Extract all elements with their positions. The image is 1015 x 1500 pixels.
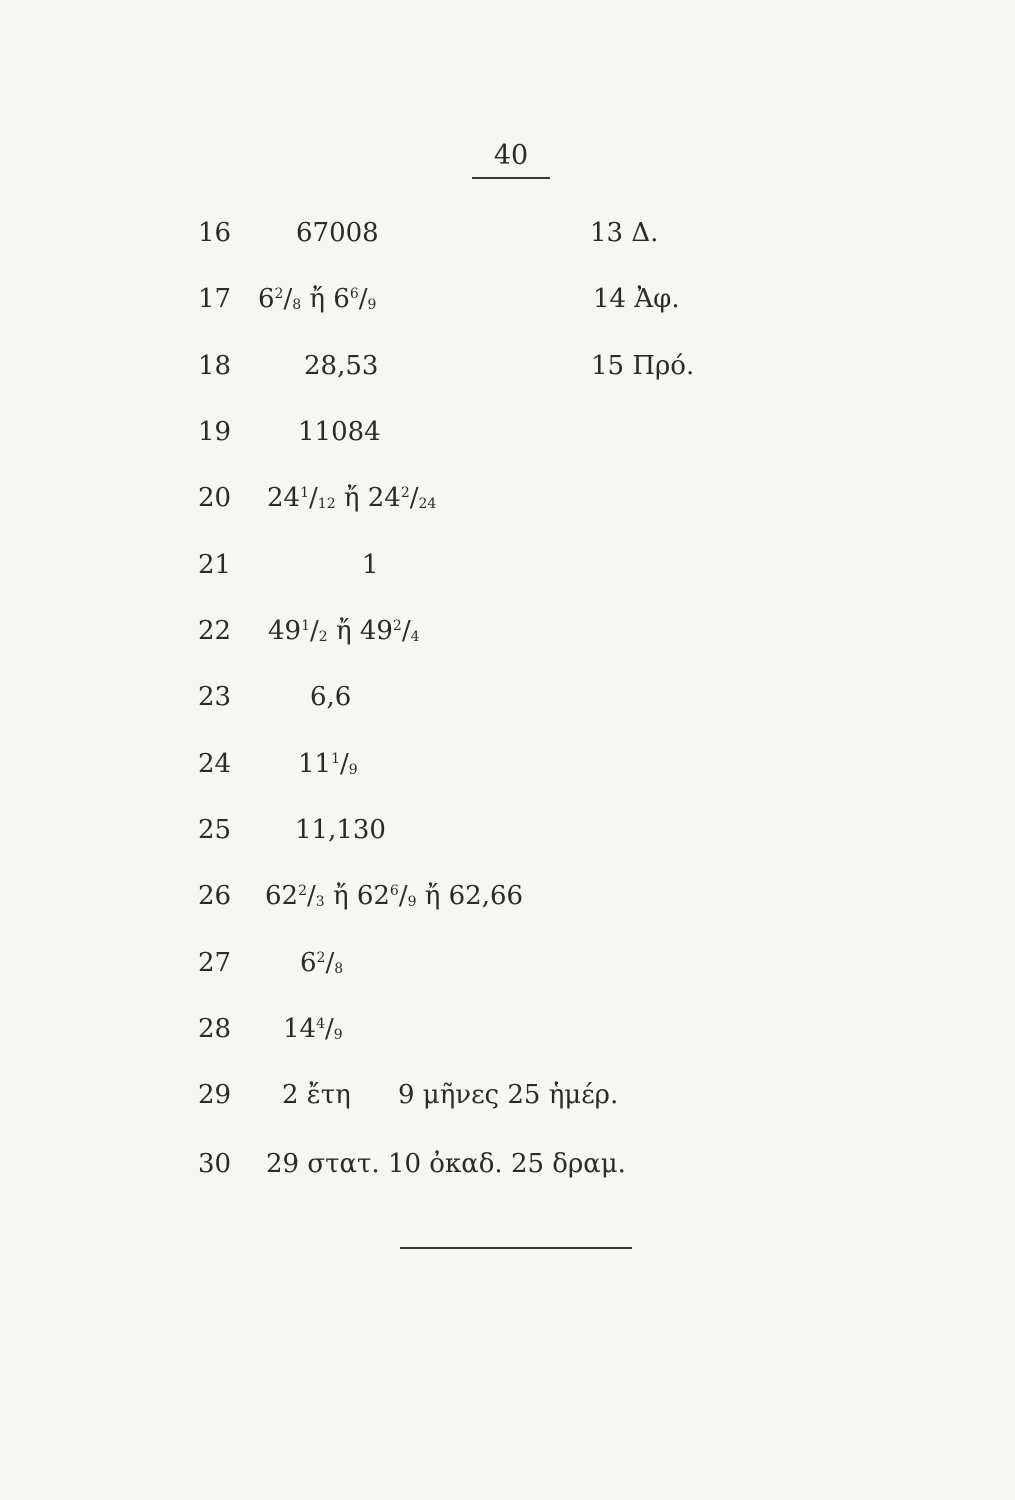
answer-value: $6^2/_8$: [300, 948, 344, 978]
answer-value: 29 στατ. 10 ὀκαδ. 25 δραμ.: [266, 1149, 626, 1179]
problem-number: 29: [198, 1080, 232, 1110]
answer-value: 11084: [298, 417, 381, 447]
answer-value: 28,53: [304, 351, 379, 381]
answer-value-2: 9 μῆνες 25 ἡμέρ.: [398, 1080, 619, 1110]
problem-number: 25: [198, 815, 232, 845]
answer-value: 67008: [296, 218, 379, 248]
problem-number: 21: [198, 550, 232, 580]
problem-number: 16: [198, 218, 232, 248]
answer-value-2: 13 Δ.: [590, 218, 659, 248]
problem-number: 28: [198, 1014, 232, 1044]
problem-number: 22: [198, 616, 232, 646]
problem-number: 18: [198, 351, 232, 381]
problem-number: 23: [198, 682, 232, 712]
problem-number: 27: [198, 948, 232, 978]
answer-value: $24^1/_{12}$ ἤ $24^2/_{24}$: [267, 483, 437, 513]
answer-value: $62^2/_3$ ἤ $62^6/_9$ ἤ 62,66: [265, 881, 524, 911]
answer-value: $49^1/_2$ ἤ $49^2/_4$: [268, 616, 420, 646]
answer-value: $14^4/_9$: [283, 1014, 343, 1044]
problem-number: 19: [198, 417, 232, 447]
problem-number: 17: [198, 284, 232, 314]
answer-value: $6^2/_8$ ἤ $6^6/_9$: [258, 284, 377, 314]
page-number: 40: [472, 140, 550, 179]
problem-number: 24: [198, 749, 232, 779]
answer-value: 6,6: [310, 682, 352, 712]
answer-value-2: 14 Ἀφ.: [593, 284, 680, 314]
problem-number: 26: [198, 881, 232, 911]
answer-value: $11^1/_9$: [298, 749, 358, 779]
answer-value-2: 15 Πρό.: [591, 351, 695, 381]
answer-value: 1: [362, 550, 379, 580]
closing-rule: [400, 1247, 632, 1249]
answer-value: 11,130: [295, 815, 386, 845]
problem-number: 20: [198, 483, 232, 513]
problem-number: 30: [198, 1149, 232, 1179]
answer-value: 2 ἔτη: [282, 1080, 351, 1110]
